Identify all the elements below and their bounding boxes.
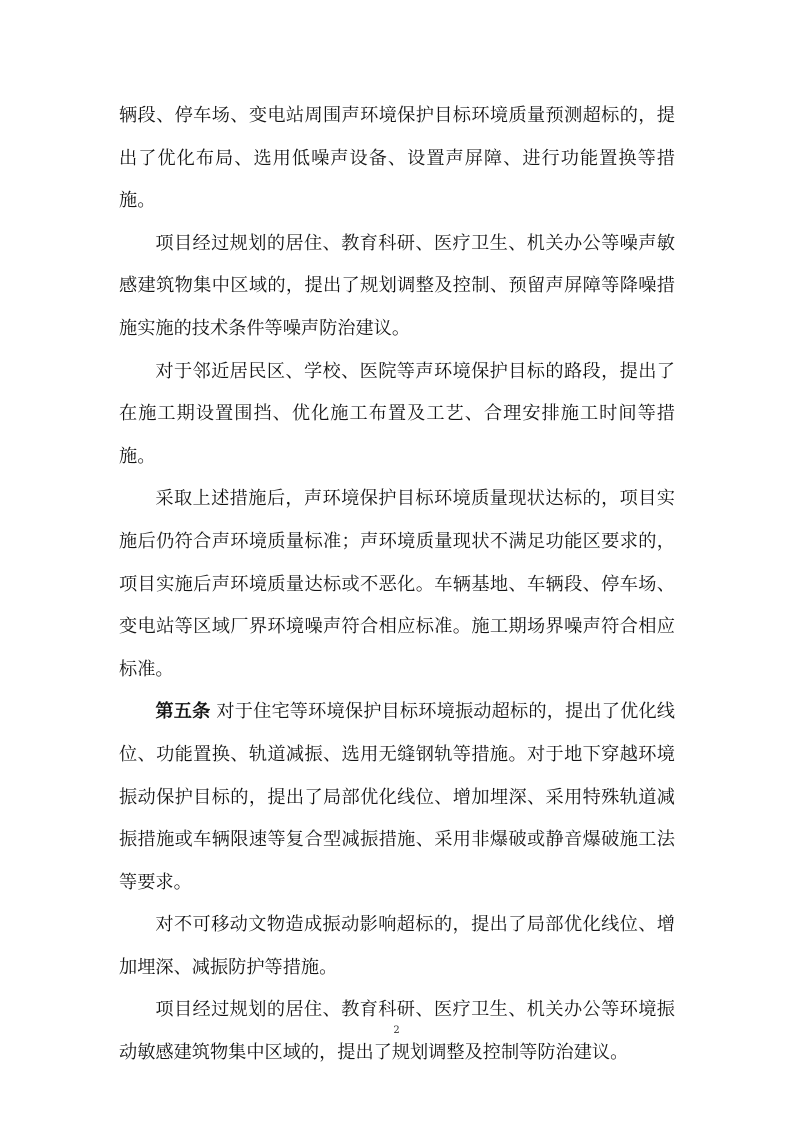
page-number: 2 [393, 1025, 400, 1036]
paragraph-6: 对不可移动文物造成振动影响超标的，提出了局部优化线位、增加埋深、减振防护等措施。 [119, 914, 675, 978]
paragraph-5-text: 对于住宅等环境保护目标环境振动超标的，提出了优化线位、功能置换、轨道减振、选用无缝钢轨等措施。对于地下穿越环境振动保护目标的，提出了局部优化线位、增加埋深、采用特殊轨道减振措施或车辆限速等复合型减振措施、采用非爆破或静音爆破施工法等要求。 [119, 701, 675, 893]
document-body [119, 95, 675, 1075]
paragraph-5 [119, 691, 675, 904]
paragraph-1: 辆段、停车场、变电站周围声环境保护目标环境质量预测超标的，提出了优化布局、选用低噪声设备、设置声屏障、进行功能置换等措施。 [119, 105, 675, 212]
paragraph-4: 采取上述措施后，声环境保护目标环境质量现状达标的，项目实施后仍符合声环境质量标准；声环境质量现状不满足功能区要求的，项目实施后声环境质量达标或不恶化。车辆基地、车辆段、停车场、变电站等区域厂界环境噪声符合相应标准。施工期场界噪声符合相应标准。 [119, 488, 675, 680]
article-heading-5: 第五条 [155, 701, 211, 723]
paragraph-3: 对于邻近居民区、学校、医院等声环境保护目标的路段，提出了在施工期设置围挡、优化施工布置及工艺、合理安排施工时间等措施。 [119, 360, 675, 467]
paragraph-2: 项目经过规划的居住、教育科研、医疗卫生、机关办公等噪声敏感建筑物集中区域的，提出了规划调整及控制、预留声屏障等降噪措施实施的技术条件等噪声防治建议。 [119, 232, 675, 339]
paragraph-7: 项目经过规划的居住、教育科研、医疗卫生、机关办公等环境振动敏感建筑物集中区域的，提出了规划调整及控制等防治建议。 [119, 999, 675, 1064]
